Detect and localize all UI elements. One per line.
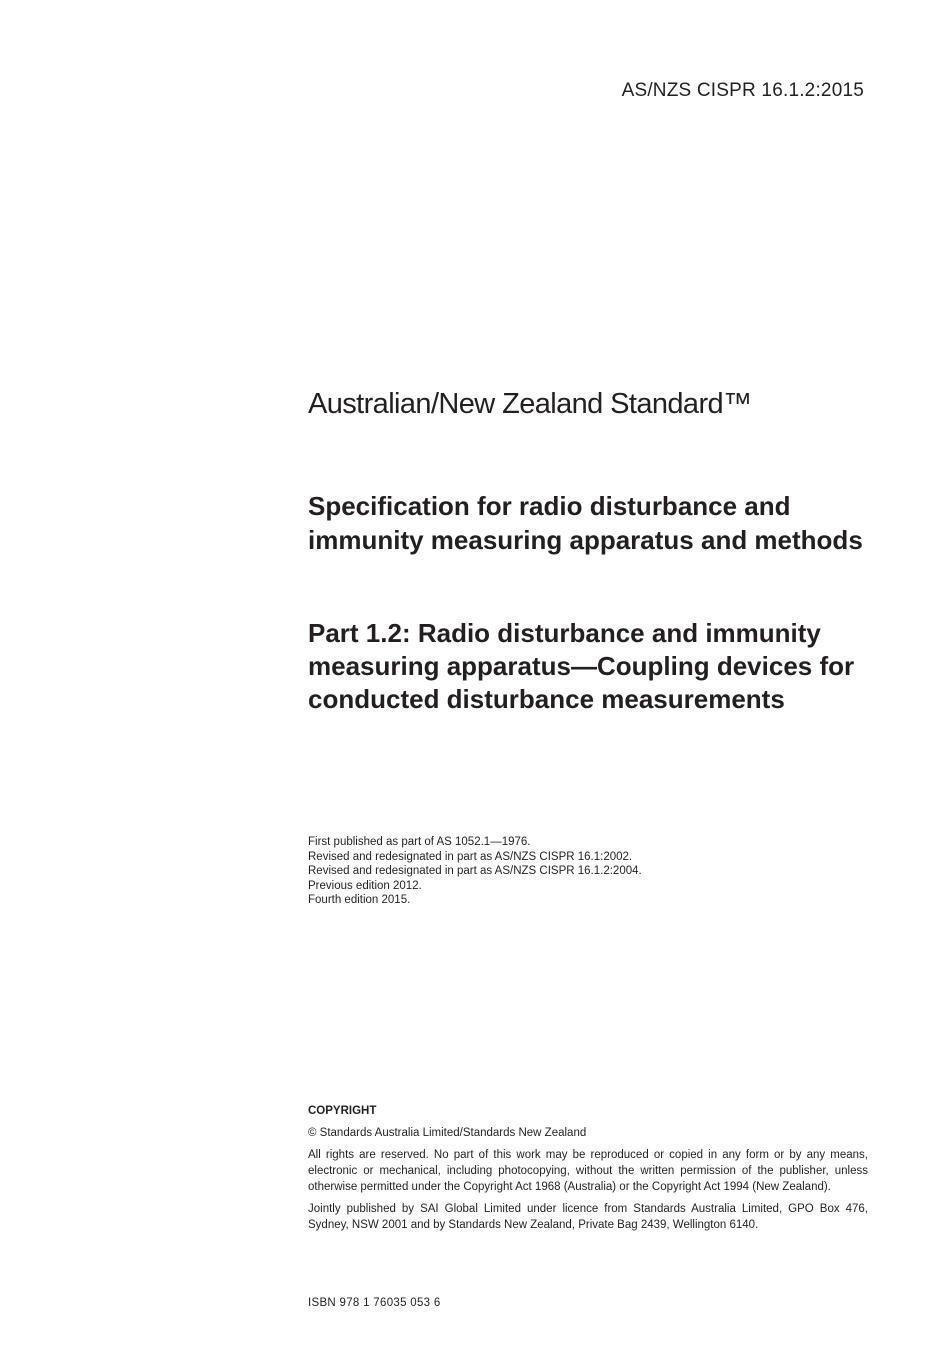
copyright-section bbox=[308, 1103, 868, 1239]
standard-type-heading: Australian/New Zealand Standard™ bbox=[308, 388, 752, 420]
publication-history bbox=[308, 835, 642, 908]
isbn: ISBN 978 1 76035 053 6 bbox=[308, 1297, 441, 1309]
copyright-owner: © Standards Australia Limited/Standards New Zealand bbox=[308, 1127, 587, 1139]
history-line: Revised and redesignated in part as AS/NZS CISPR 16.1.2:2004. bbox=[308, 865, 642, 877]
document-code: AS/NZS CISPR 16.1.2:2015 bbox=[621, 80, 864, 101]
rights-statement: All rights are reserved. No part of this work may be reproduced or copied in any form or by any means, electronic or mechanical, including photocopying, without the written permission of the publisher, unless otherwise permitted under the Copyright Act 1968 (Australia) or the Copyright Act 1994 (New Zealand). bbox=[308, 1149, 868, 1193]
history-line: First published as part of AS 1052.1—1976. bbox=[308, 836, 531, 848]
publisher-statement: Jointly published by SAI Global Limited under licence from Standards Australia Limited, GPO Box 476, Sydney, NSW 2001 and by Standards New Zealand, Private Bag 2439, Wellington 6140. bbox=[308, 1203, 868, 1231]
history-line: Revised and redesignated in part as AS/NZS CISPR 16.1:2002. bbox=[308, 850, 633, 863]
copyright-heading: COPYRIGHT bbox=[308, 1105, 377, 1117]
document-title: Specification for radio disturbance and immunity measuring apparatus and methods bbox=[308, 491, 863, 555]
part-title: Part 1.2: Radio disturbance and immunity measuring apparatus—Coupling devices for conducted disturbance measurements bbox=[308, 618, 855, 714]
history-line: Fourth edition 2015. bbox=[308, 894, 411, 906]
history-line: Previous edition 2012. bbox=[308, 879, 422, 892]
